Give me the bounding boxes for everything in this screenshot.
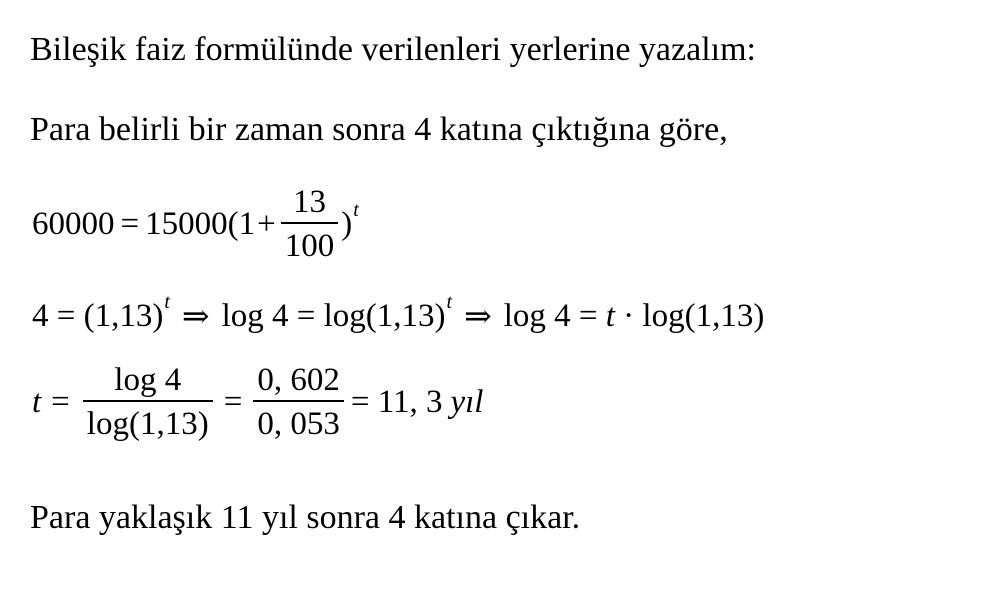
eq3-lhs: t [32,383,42,420]
eq2-part2: log 4 = log(1,13) [221,297,446,334]
eq3-fraction-2-numerator: 0, 602 [257,362,340,398]
eq2-part3: log 4 = [503,297,606,334]
equation-1 [32,184,359,264]
eq1-fraction-denominator: 100 [281,222,339,264]
conclusion-text: Para yaklaşık 11 yıl sonra 4 katına çıkar. [30,499,581,536]
eq1-close-paren: ) [341,205,353,242]
eq3-unit: yıl [450,383,484,420]
eq2-arrow-2: ⇒ [464,299,492,335]
eq3-equals-2: = [223,383,243,420]
eq1-plus: + [257,205,276,242]
eq1-fraction [281,184,339,264]
eq3-fraction-2 [253,362,344,442]
eq1-exponent: t [353,198,359,221]
intro-text: Bileşik faiz formülünde verilenleri yerlerine yazalım: [30,31,756,68]
eq2-exponent-2: t [446,290,453,313]
eq2-part4: · log(1,13) [614,297,765,334]
eq2-arrow-1: ⇒ [181,299,210,335]
equation-3 [32,362,483,442]
eq1-rhs-prefix: 15000(1 [145,205,256,242]
eq1-fraction-numerator: 13 [293,184,326,220]
eq1-equals: = [120,205,140,242]
eq3-fraction-1-denominator: log(1,13) [83,400,213,442]
eq2-part1: 4 = (1,13) [32,297,164,334]
equation-2 [32,290,765,336]
eq3-fraction-1-numerator: log 4 [114,362,182,398]
eq3-equals-1: = [51,383,70,420]
eq3-fraction-2-denominator: 0, 053 [253,400,344,442]
eq3-result: = 11, 3 [350,383,443,420]
eq1-lhs: 60000 [32,205,115,242]
condition-text: Para belirli bir zaman sonra 4 katına çıktığına göre, [30,111,728,148]
eq3-fraction-1 [83,362,213,442]
eq2-var-t: t [605,297,615,334]
eq2-exponent-1: t [164,290,170,313]
